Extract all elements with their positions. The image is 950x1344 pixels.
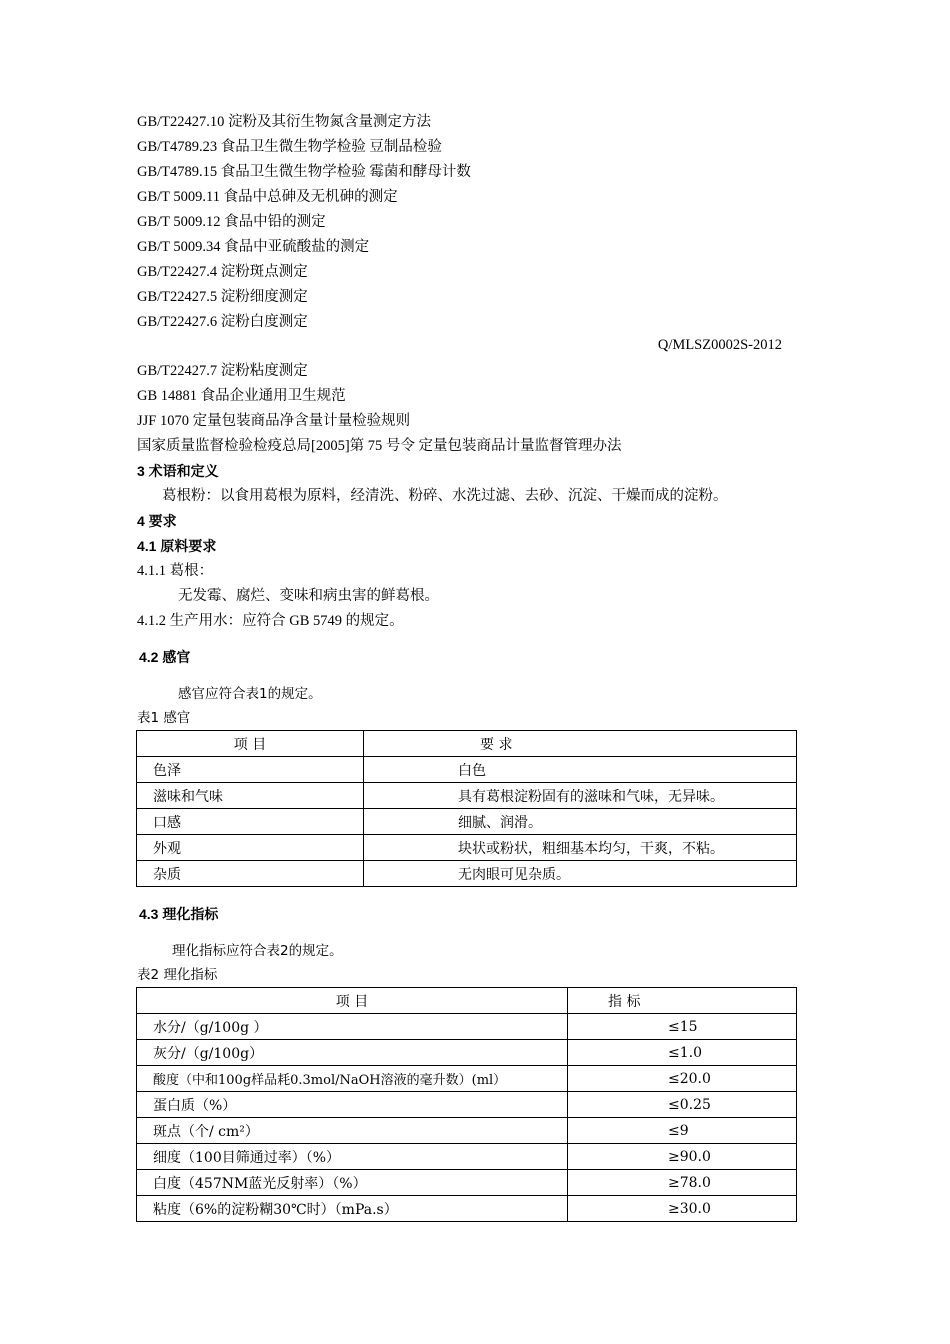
- clause-line: 4.1.1 葛根：: [137, 563, 214, 579]
- table-cell: 酸度（中和100g样品耗0.3mol/NaOH溶液的毫升数）(ml）: [137, 1066, 568, 1092]
- reference-line: GB/T22427.4 淀粉斑点测定: [137, 264, 308, 280]
- table-cell: 色泽: [137, 757, 364, 783]
- table-cell: 粘度（6%的淀粉糊30℃时）（mPa.s）: [137, 1196, 568, 1222]
- section-text: 理化指标应符合表2的规定。: [172, 943, 343, 959]
- table-row: [137, 1144, 797, 1170]
- section-heading: 4.2 感官: [139, 649, 191, 665]
- table-cell: 斑点（个/ cm²）: [137, 1118, 568, 1144]
- table-cell: ≥90.0: [568, 1144, 797, 1170]
- reference-line: JJF 1070 定量包装商品净含量计量检验规则: [137, 413, 411, 429]
- table-header-row: [137, 731, 797, 757]
- table-row: [137, 783, 797, 809]
- section-heading: 4.3 理化指标: [139, 906, 219, 922]
- table-cell: 灰分/（g/100g）: [137, 1040, 568, 1066]
- table-row: [137, 1196, 797, 1222]
- table-cell: 细度（100目筛通过率）（%）: [137, 1144, 568, 1170]
- table-row: [137, 861, 797, 887]
- table-cell: 外观: [137, 835, 364, 861]
- table-header-cell: 指 标: [568, 988, 797, 1014]
- table-header-cell: 要 求: [364, 731, 797, 757]
- reference-line: GB/T22427.6 淀粉白度测定: [137, 314, 308, 330]
- sensory-table: [136, 730, 797, 887]
- table-cell: ≤15: [568, 1014, 797, 1040]
- reference-line: GB/T 5009.12 食品中铅的测定: [137, 214, 326, 230]
- table-row: [137, 1066, 797, 1092]
- table-cell: 蛋白质（%）: [137, 1092, 568, 1118]
- table-row: [137, 835, 797, 861]
- table-cell: 白色: [364, 757, 797, 783]
- document-code: Q/MLSZ0002S-2012: [657, 337, 782, 353]
- table-cell: 水分/（g/100g ）: [137, 1014, 568, 1040]
- table-caption: 表1 感官: [137, 710, 191, 726]
- section-text: 感官应符合表1的规定。: [178, 686, 322, 702]
- section-heading: 3 术语和定义: [137, 463, 219, 479]
- section-heading: 4.1 原料要求: [137, 538, 217, 554]
- table-cell: 具有葛根淀粉固有的滋味和气味，无异味。: [364, 783, 797, 809]
- table-cell: 滋味和气味: [137, 783, 364, 809]
- reference-line: GB/T22427.7 淀粉粘度测定: [137, 363, 308, 379]
- table-cell: 细腻、润滑。: [364, 809, 797, 835]
- table-cell: ≥30.0: [568, 1196, 797, 1222]
- reference-line: GB/T 5009.34 食品中亚硫酸盐的测定: [137, 239, 370, 255]
- table-cell: 杂质: [137, 861, 364, 887]
- clause-text: 无发霉、腐烂、变味和病虫害的鲜葛根。: [178, 588, 439, 604]
- table-row: [137, 1014, 797, 1040]
- reference-line: GB 14881 食品企业通用卫生规范: [137, 388, 346, 404]
- section-heading: 4 要求: [137, 513, 177, 529]
- reference-line: GB/T22427.5 淀粉细度测定: [137, 289, 308, 305]
- table-cell: 无肉眼可见杂质。: [364, 861, 797, 887]
- table-row: [137, 1092, 797, 1118]
- table-cell: ≥78.0: [568, 1170, 797, 1196]
- table-caption: 表2 理化指标: [137, 967, 218, 983]
- reference-line: GB/T22427.10 淀粉及其衍生物氮含量测定方法: [137, 114, 432, 130]
- reference-line: GB/T4789.23 食品卫生微生物学检验 豆制品检验: [137, 139, 442, 155]
- table-row: [137, 1118, 797, 1144]
- table-cell: ≤9: [568, 1118, 797, 1144]
- table-cell: 块状或粉状，粗细基本均匀，干爽，不粘。: [364, 835, 797, 861]
- table-row: [137, 809, 797, 835]
- table-row: [137, 757, 797, 783]
- reference-line: GB/T 5009.11 食品中总砷及无机砷的测定: [137, 189, 398, 205]
- table-cell: 口感: [137, 809, 364, 835]
- table-header-cell: 项 目: [137, 988, 568, 1014]
- table-header-row: [137, 988, 797, 1014]
- definition-text: 葛根粉：以食用葛根为原料，经清洗、粉碎、水洗过滤、去砂、沉淀、干燥而成的淀粉。: [162, 488, 728, 504]
- table-row: [137, 1040, 797, 1066]
- physicochemical-table: [136, 987, 797, 1222]
- reference-line: GB/T4789.15 食品卫生微生物学检验 霉菌和酵母计数: [137, 164, 471, 180]
- table-header-cell: 项 目: [137, 731, 364, 757]
- reference-line: 国家质量监督检验检疫总局[2005]第 75 号令 定量包装商品计量监督管理办法: [137, 438, 622, 454]
- table-cell: ≤1.0: [568, 1040, 797, 1066]
- table-row: [137, 1170, 797, 1196]
- table-cell: 白度（457NM蓝光反射率）（%）: [137, 1170, 568, 1196]
- table-cell: ≤20.0: [568, 1066, 797, 1092]
- clause-line: 4.1.2 生产用水：应符合 GB 5749 的规定。: [137, 613, 404, 629]
- table-cell: ≤0.25: [568, 1092, 797, 1118]
